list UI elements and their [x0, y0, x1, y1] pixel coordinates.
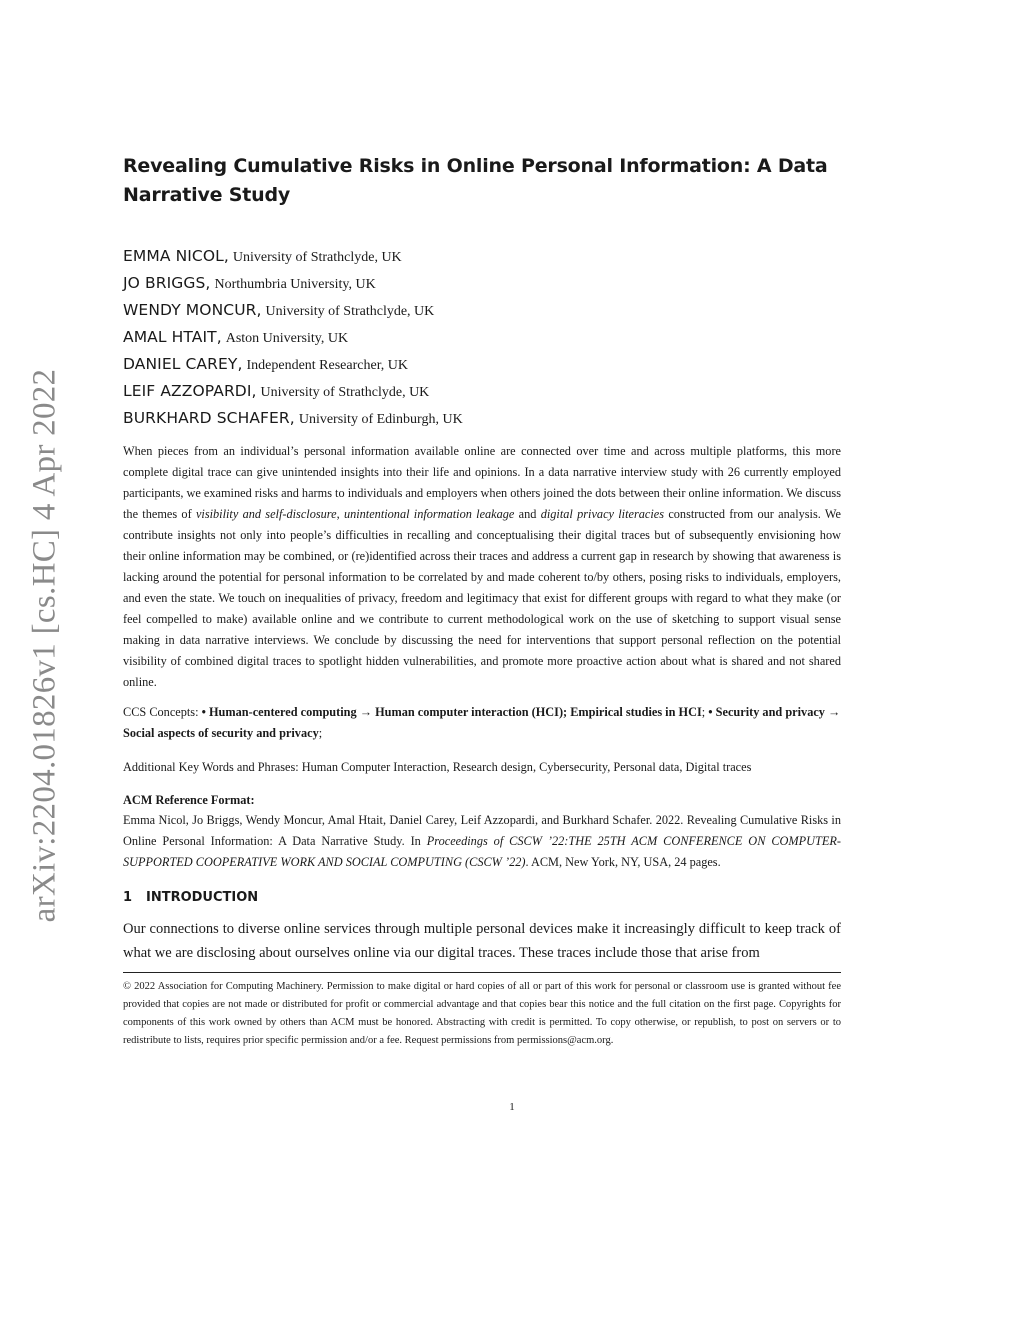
author-affiliation: Aston University, UK: [225, 331, 349, 346]
section-number: 1: [123, 890, 133, 905]
acm-reference: [123, 810, 841, 873]
abstract-text: constructed from our analysis. We contribute insights not only into people’s difficulties in recalling and conceptualising their digital traces but of subsequently envisioning how their online information may be combined, or (re)identified across their traces and address a current gap in research by showing that awareness is lacking around the potential for personal information to be correlated by and made coherent to/by others, posing risks to individuals, employers, and even the state. We touch on inequalities of privacy, freedom and legitimacy that exist for different groups with regard to what they make (or feel compelled to make) available online and we contribute to current methodological work on the use of sketching to support visual sense making in data narrative interviews. We conclude by discussing the need for interventions that support personal reflection on the potential visibility of combined digital traces to spotlight hidden vulnerabilities, and promote more proactive action about what is shared and not shared online.: [123, 507, 841, 689]
author-name: BURKHARD SCHAFER,: [123, 409, 295, 427]
author-name: EMMA NICOL,: [123, 247, 229, 265]
author-affiliation: Independent Researcher, UK: [246, 358, 409, 373]
ccs-concept: Human-centered computing → Human computer interaction (HCI); Empirical studies in HCI: [208, 705, 702, 719]
author-affiliation: University of Strathclyde, UK: [265, 304, 435, 319]
ccs-separator: ;: [701, 705, 709, 719]
arxiv-watermark: [20, 362, 70, 928]
abstract-separator: and: [514, 507, 541, 521]
abstract-theme: visibility and self-disclosure: [195, 507, 337, 521]
author-entry: [123, 243, 841, 270]
keywords: Additional Key Words and Phrases: Human Computer Interaction, Research design, Cybersecurity, Personal data, Digital traces: [123, 760, 752, 774]
author-name: JO BRIGGS,: [123, 274, 211, 292]
intro-paragraph: Our connections to diverse online services through multiple personal devices make it increasingly difficult to keep track of what we are disclosing about ourselves online via our digital traces. These traces include those that arise from: [123, 921, 841, 961]
author-name: DANIEL CAREY,: [123, 355, 243, 373]
ccs-label: CCS Concepts:: [123, 705, 202, 719]
acm-reference-text: Emma Nicol, Jo Briggs, Wendy Moncur, Amal Htait, Daniel Carey, Leif Azzopardi, and Burkhard Schafer. 2022. Revealing Cumulative Risks in Online Personal Information: A Data Narrative Study. In: [123, 813, 841, 848]
author-list: [123, 243, 841, 432]
author-entry: [123, 324, 841, 351]
acm-reference-heading: ACM Reference Format:: [123, 793, 255, 807]
author-affiliation: Northumbria University, UK: [214, 277, 376, 292]
author-entry: [123, 270, 841, 297]
author-entry: [123, 405, 841, 432]
author-entry: [123, 297, 841, 324]
author-entry: [123, 351, 841, 378]
ccs-bullet: •: [708, 705, 716, 719]
author-name: WENDY MONCUR,: [123, 301, 262, 319]
author-name: LEIF AZZOPARDI,: [123, 382, 257, 400]
abstract-text: When pieces from an individual’s personal information available online are connected over time and across multiple platforms, this more complete digital trace can give unintended insights into their life and opinions. In a data narrative interview study with 26 currently employed participants, we examined risks and harms to individuals and employers when others joined the dots between their online information. We discuss the themes of: [123, 444, 841, 521]
abstract-theme: unintentional information leakage: [343, 507, 515, 521]
section-heading: [123, 888, 841, 908]
author-affiliation: University of Strathclyde, UK: [232, 250, 402, 265]
abstract: [123, 441, 841, 693]
author-name: AMAL HTAIT,: [123, 328, 222, 346]
ccs-end: ;: [318, 726, 323, 740]
author-affiliation: University of Edinburgh, UK: [298, 412, 463, 427]
ccs-bullet: •: [201, 705, 209, 719]
acm-reference-text: . ACM, New York, NY, USA, 24 pages.: [525, 855, 721, 869]
acm-reference-venue: Proceedings of CSCW ’22:THE 25TH ACM CONFERENCE ON COMPUTER-SUPPORTED COOPERATIVE WORK AND SOCIAL COMPUTING (CSCW ’22): [123, 834, 841, 869]
author-entry: [123, 378, 841, 405]
copyright-notice: © 2022 Association for Computing Machinery. Permission to make digital or hard copies of all or part of this work for personal or classroom use is granted without fee provided that copies are not made or distributed for profit or commercial advantage and that copies bear this notice and the full citation on the first page. Copyrights for components of this work owned by others than ACM must be honored. Abstracting with credit is permitted. To copy otherwise, or republish, to post on servers or to redistribute to lists, requires prior specific permission and/or a fee. Request permissions from permissions@acm.org.: [123, 981, 841, 1046]
ccs-concepts: [123, 702, 841, 744]
abstract-separator: ,: [336, 507, 344, 521]
footnote-divider: [123, 972, 841, 973]
ccs-concept: Security and privacy → Social aspects of security and privacy: [123, 705, 841, 740]
arxiv-identifier: arXiv:2204.01826v1 [cs.HC] 4 Apr 2022: [26, 368, 63, 922]
paper-title: Revealing Cumulative Risks in Online Personal Information: A Data Narrative Study: [123, 155, 828, 206]
page-number: 1: [509, 1101, 515, 1113]
abstract-theme: digital privacy literacies: [540, 507, 665, 521]
paper-page: [123, 152, 841, 1050]
section-title: INTRODUCTION: [146, 890, 259, 905]
author-affiliation: University of Strathclyde, UK: [260, 385, 430, 400]
